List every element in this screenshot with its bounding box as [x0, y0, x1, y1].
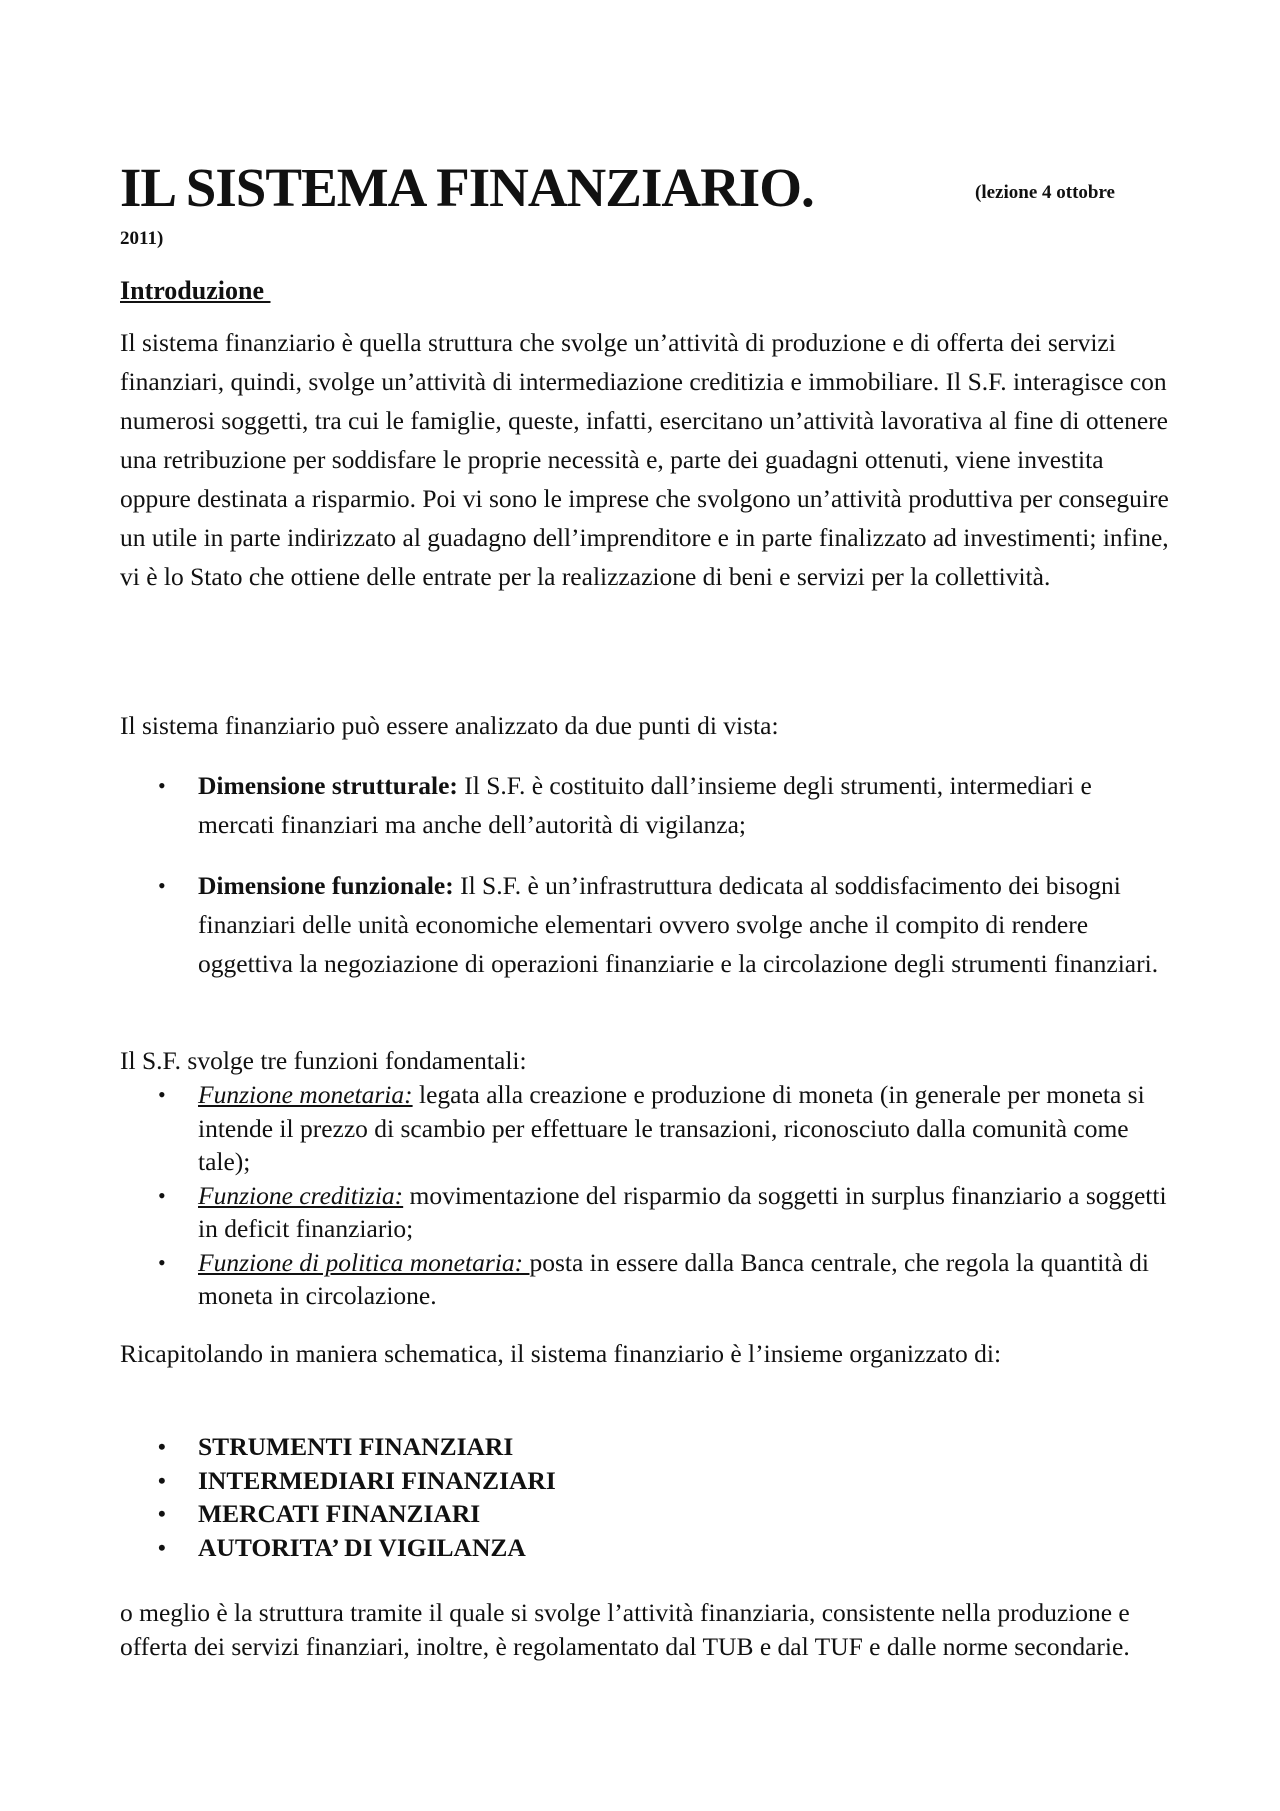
- section-heading-introduzione: Introduzione: [120, 276, 271, 305]
- bullet-icon: •: [158, 873, 166, 898]
- lecture-date-part2: 2011): [120, 228, 164, 249]
- bullet-icon: •: [158, 1082, 166, 1107]
- lecture-date-part1: (lezione 4 ottobre: [975, 182, 1115, 203]
- function-term: Funzione monetaria:: [198, 1080, 413, 1109]
- bullet-icon: •: [158, 1434, 166, 1459]
- functions-list: [120, 1078, 1170, 1313]
- components-list: [120, 1430, 1170, 1564]
- dimension-text: Il S.F. è costituito dall’insieme degli strumenti, intermediari e mercati finanziari ma anche dell’autorità di vigilanza;: [198, 771, 1092, 839]
- bullet-icon: •: [158, 1182, 166, 1208]
- list-item-dimensione-strutturale: [120, 766, 1170, 844]
- function-text: posta in essere dalla Banca centrale, che regola la quantità di moneta in circolazione.: [198, 1247, 1149, 1310]
- list-item-mercati: [120, 1497, 1170, 1531]
- component-label: MERCATI FINANZIARI: [198, 1499, 481, 1528]
- bullet-icon: •: [158, 1501, 166, 1526]
- component-label: STRUMENTI FINANZIARI: [198, 1432, 514, 1461]
- list-item-strumenti: [120, 1430, 1170, 1464]
- dimension-term: Dimensione strutturale:: [198, 771, 458, 800]
- closing-paragraph: o meglio è la struttura tramite il quale si svolge l’attività finanziaria, consistente nella produzione e offerta dei servizi finanziari, inoltre, è regolamentato dal TUB e dal TUF e dalle norme secondarie.: [120, 1598, 1130, 1661]
- function-text: movimentazione del risparmio da soggetti in surplus finanziario a soggetti in deficit finanziario;: [198, 1180, 1167, 1243]
- bullet-icon: •: [158, 1249, 166, 1275]
- function-term: Funzione creditizia:: [198, 1180, 404, 1210]
- function-text: legata alla creazione e produzione di moneta (in generale per moneta si intende il prezzo di scambio per effettuare le transazioni, riconosciuto dalla comunità come tale);: [198, 1080, 1145, 1176]
- dimension-text: Il S.F. è un’infrastruttura dedicata al soddisfacimento dei bisogni finanziari delle unità economiche elementari ovvero svolge anche il compito di rendere oggettiva la negoziazione di operazioni finanziarie e la circolazione degli strumenti finanziari.: [198, 871, 1159, 978]
- bullet-icon: •: [158, 1534, 166, 1560]
- component-label: AUTORITA’ DI VIGILANZA: [198, 1532, 526, 1562]
- list-item-dimensione-funzionale: [120, 866, 1170, 983]
- list-item-funzione-monetaria: [120, 1078, 1170, 1179]
- summary-intro: Ricapitolando in maniera schematica, il sistema finanziario è l’insieme organizzato di:: [120, 1339, 1002, 1368]
- list-item-autorita: [120, 1531, 1170, 1565]
- list-item-funzione-politica-monetaria: [120, 1246, 1170, 1313]
- viewpoints-intro: Il sistema finanziario può essere analizzato da due punti di vista:: [120, 711, 779, 740]
- document-title: IL SISTEMA FINANZIARIO.: [120, 157, 814, 218]
- function-term: Funzione di politica monetaria:: [198, 1247, 530, 1277]
- list-item-funzione-creditizia: [120, 1179, 1170, 1246]
- component-label: INTERMEDIARI FINANZIARI: [198, 1465, 556, 1495]
- dimensions-list: [120, 766, 1170, 1005]
- functions-intro: Il S.F. svolge tre funzioni fondamentali:: [120, 1046, 527, 1075]
- title-line: [120, 148, 1170, 228]
- bullet-icon: •: [158, 1467, 166, 1493]
- intro-paragraph: Il sistema finanziario è quella struttura che svolge un’attività di produzione e di offerta dei servizi finanziari, quindi, svolge un’attività di intermediazione creditizia e immobiliare. Il S.F. interagisce con numerosi soggetti, tra cui le famiglie, queste, infatti, esercitano un’attività lavorativa al fine di ottenere una retribuzione per soddisfare le proprie necessità e, parte dei guadagni ottenuti, viene investita oppure destinata a risparmio. Poi vi sono le imprese che svolgono un’attività produttiva per conseguire un utile in parte indirizzato al guadagno dell’imprenditore e in parte finalizzato ad investimenti; infine, vi è lo Stato che ottiene delle entrate per la realizzazione di beni e servizi per la collettività.: [120, 328, 1169, 591]
- dimension-term: Dimensione funzionale:: [198, 871, 454, 900]
- bullet-icon: •: [158, 773, 166, 798]
- list-item-intermediari: [120, 1464, 1170, 1498]
